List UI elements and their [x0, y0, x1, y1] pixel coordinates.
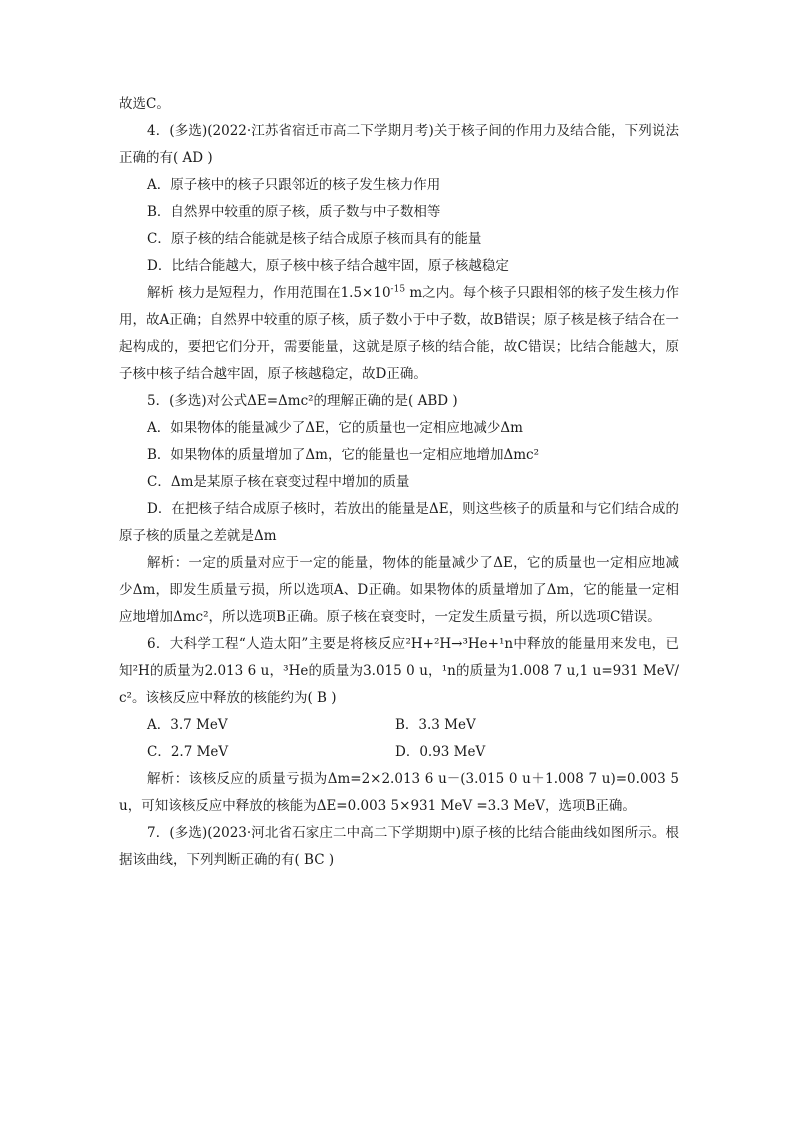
- question-6-options-row-2: [119, 739, 679, 766]
- question-6-options-row-1: [119, 712, 679, 739]
- question-4-option-d: D．比结合能越大，原子核中核子结合越牢固，原子核越稳定: [147, 258, 509, 274]
- analysis-exponent: -15: [390, 284, 406, 295]
- question-7: [119, 820, 679, 874]
- question-6-option-b: B．3.3 MeV: [395, 717, 476, 733]
- question-4-analysis: [119, 280, 679, 388]
- question-5-option-d: D．在把核子结合成原子核时，若放出的能量是ΔE，则这些核子的质量和与它们结合成的原子核的质量之差就是Δm: [119, 501, 679, 544]
- question-6-option-d: D．0.93 MeV: [395, 744, 486, 760]
- document-page: [119, 91, 679, 874]
- analysis-label: 解析: [147, 285, 175, 301]
- intro-conclusion: 故选C。: [119, 96, 170, 112]
- analysis-text-b: m之内。每个核子只跟相邻的核子发生核力作用，故A正确；自然界中较重的原子核，质子数小于中子数，故B错误；原子核是核子结合在一起构成的，要把它们分开，需要能量，这就是原子核的结合能，故C错误；比结合能越大，原子核中核子结合越牢固，原子核越稳定，故D正确。: [119, 285, 680, 382]
- question-6-option-a: A．3.7 MeV: [147, 717, 228, 733]
- question-5-option-a: A．如果物体的能量减少了ΔE，它的质量也一定相应地减少Δm: [147, 420, 523, 436]
- question-5-stem: 5．(多选)对公式ΔE=Δmc²的理解正确的是( ABD ): [147, 393, 458, 409]
- question-4: [119, 118, 679, 388]
- question-4-option-b: B．自然界中较重的原子核，质子数与中子数相等: [147, 204, 441, 220]
- question-6-option-c: C．2.7 MeV: [147, 744, 229, 760]
- analysis-text-a: 核力是短程力，作用范围在1.5×10: [174, 285, 391, 301]
- question-5: [119, 388, 679, 631]
- question-4-option-c: C．原子核的结合能就是核子结合成原子核而具有的能量: [147, 231, 482, 247]
- question-4-option-a: A．原子核中的核子只跟邻近的核子发生核力作用: [147, 177, 441, 193]
- question-5-option-b: B．如果物体的质量增加了Δm，它的能量也一定相应地增加Δmc²: [147, 447, 539, 463]
- question-6-stem: 6．大科学工程“人造太阳”主要是将核反应²H+²H→³He+¹n中释放的能量用来发电，已知²H的质量为2.013 6 u，³He的质量为3.015 0 u，¹n的质量为1.008 7 u,1 u=931 MeV/c²。该核反应中释放的核能约为( B ): [119, 636, 679, 706]
- question-6-analysis: 解析：该核反应的质量亏损为Δm=2×2.013 6 u－(3.015 0 u＋1.008 7 u)=0.003 5 u，可知该核反应中释放的核能为ΔE=0.003 5×931 MeV =3.3 MeV，选项B正确。: [119, 771, 679, 814]
- question-4-stem: 4．(多选)(2022·江苏省宿迁市高二下学期月考)关于核子间的作用力及结合能，下列说法正确的有( AD ): [119, 123, 679, 166]
- question-5-analysis: 解析：一定的质量对应于一定的能量，物体的能量减少了ΔE，它的质量也一定相应地减少Δm，即发生质量亏损，所以选项A、D正确。如果物体的质量增加了Δm，它的能量一定相应地增加Δmc²，所以选项B正确。原子核在衰变时，一定发生质量亏损，所以选项C错误。: [119, 555, 679, 625]
- question-5-option-c: C．Δm是某原子核在衰变过程中增加的质量: [147, 474, 410, 490]
- question-6: [119, 631, 679, 820]
- question-7-stem: 7．(多选)(2023·河北省石家庄二中高二下学期期中)原子核的比结合能曲线如图所示。根据该曲线，下列判断正确的有( BC ): [119, 825, 679, 868]
